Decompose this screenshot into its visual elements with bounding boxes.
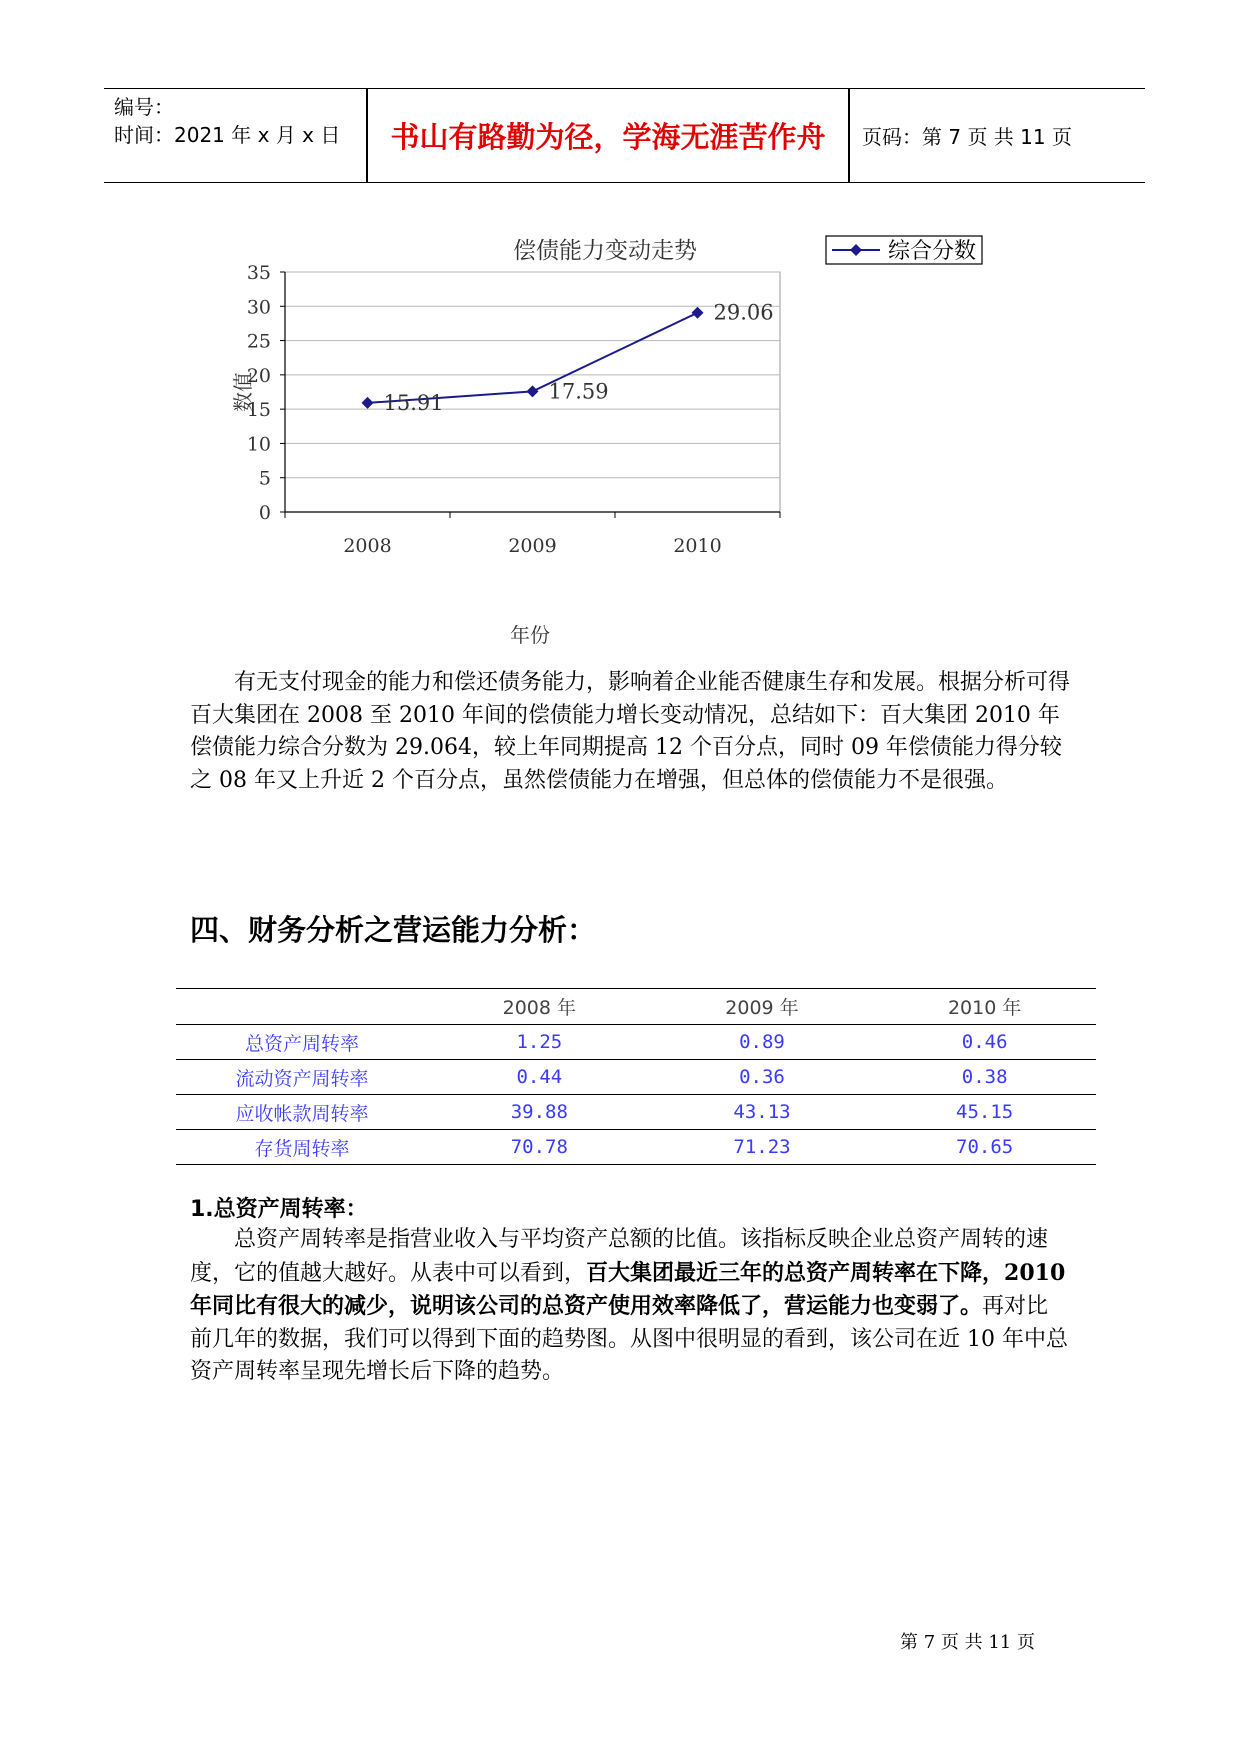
chart-y-tick-label: 10 (246, 433, 271, 456)
table-row-label: 存货周转率 (176, 1130, 428, 1165)
table-cell: 70.65 (873, 1130, 1096, 1165)
chart-title: 偿债能力变动走势 (513, 238, 697, 264)
table-row-label: 流动资产周转率 (176, 1060, 428, 1095)
table-cell: 71.23 (651, 1130, 874, 1165)
table-cell: 43.13 (651, 1095, 874, 1130)
chart-x-tick-label: 2010 (673, 535, 722, 557)
paragraph-text: 总资产周转率是指营业收入与平均资产总额的比值。该指标反映企业总资产周转的速度，它的值越大越好。从表中可以看到， (190, 1227, 1049, 1286)
table-cell: 0.46 (873, 1025, 1096, 1060)
table-header-cell: 2009 年 (651, 989, 874, 1025)
chart-y-tick-label: 5 (258, 467, 271, 490)
asset-turnover-paragraph (190, 1224, 1070, 1389)
chart-x-tick-label: 2009 (508, 535, 557, 557)
chart-y-axis-label: 数值 (231, 372, 255, 412)
solvency-chart-svg (230, 230, 990, 650)
paragraph-text: 再对比前几年的数据，我们可以得到下面的趋势图。从图中很明显的看到，该公司在近 10 年中总资产周转率呈现先增长后下降的趋势。 (190, 1294, 1068, 1384)
table-cell: 0.44 (428, 1060, 651, 1095)
table-row (176, 1060, 1096, 1095)
table-cell: 70.78 (428, 1130, 651, 1165)
table-cell: 0.38 (873, 1060, 1096, 1095)
chart-data-label: 15.91 (383, 390, 444, 415)
table-cell: 0.89 (651, 1025, 874, 1060)
table-row-label: 应收帐款周转率 (176, 1095, 428, 1130)
page-header (104, 88, 1145, 183)
table-row-label: 总资产周转率 (176, 1025, 428, 1060)
table-row (176, 1025, 1096, 1060)
chart-x-tick-label: 2008 (343, 535, 392, 557)
operating-capacity-table (176, 988, 1096, 1165)
table-cell: 1.25 (428, 1025, 651, 1060)
header-meta (114, 93, 340, 149)
paragraph-bold-text: 百大集团最近三年的总资产周转率在下降，2010 年同比有很大的减少，说明该公司的总资产使用效率降低了，营运能力也变弱了。 (190, 1259, 1066, 1319)
section-heading: 四、财务分析之营运能力分析： (190, 913, 597, 947)
chart-plot-area (247, 262, 780, 557)
table-header-cell: 2008 年 (428, 989, 651, 1025)
chart-legend (826, 236, 982, 264)
table-header-row (176, 989, 1096, 1025)
table-cell: 45.15 (873, 1095, 1096, 1130)
chart-y-tick-label: 20 (246, 364, 271, 387)
table-cell: 39.88 (428, 1095, 651, 1130)
solvency-chart (230, 230, 990, 650)
table-header-cell (176, 989, 428, 1025)
chart-x-axis-label: 年份 (510, 623, 550, 647)
legend-label: 综合分数 (888, 239, 977, 264)
header-page-number: 页码：第 7 页 共 11 页 (862, 125, 1072, 149)
table-header-cell: 2010 年 (873, 989, 1096, 1025)
chart-data-label: 29.06 (713, 300, 774, 325)
table-row (176, 1130, 1096, 1165)
document-time-label: 时间：2021 年 x 月 x 日 (114, 123, 341, 147)
table-cell: 0.36 (651, 1060, 874, 1095)
subsection-heading: 1.总资产周转率： (190, 1197, 368, 1222)
header-divider-right (848, 89, 850, 182)
chart-y-tick-label: 35 (246, 262, 271, 284)
chart-y-tick-label: 25 (246, 330, 271, 353)
chart-y-tick-label: 30 (246, 296, 271, 319)
document-number-label: 编号： (114, 95, 174, 119)
table-row (176, 1095, 1096, 1130)
chart-y-tick-label: 0 (258, 502, 271, 524)
chart-y-tick-label: 15 (246, 399, 271, 422)
chart-data-label: 17.59 (548, 379, 609, 404)
page-footer: 第 7 页 共 11 页 (900, 1632, 1035, 1653)
header-motto: 书山有路勤为径，学海无涯苦作舟 (390, 120, 826, 154)
solvency-summary-paragraph: 有无支付现金的能力和偿还债务能力，影响着企业能否健康生存和发展。根据分析可得百大集团在 2008 至 2010 年间的偿债能力增长变动情况，总结如下：百大集团 2010 年偿债能力综合分数为 29.064，较上年同期提高 12 个百分点，同时 09 年偿债能力得分较之 08 年又上升近 2 个百分点，虽然偿债能力在增强，但总体的偿债能力不是很强。 (190, 670, 1071, 793)
